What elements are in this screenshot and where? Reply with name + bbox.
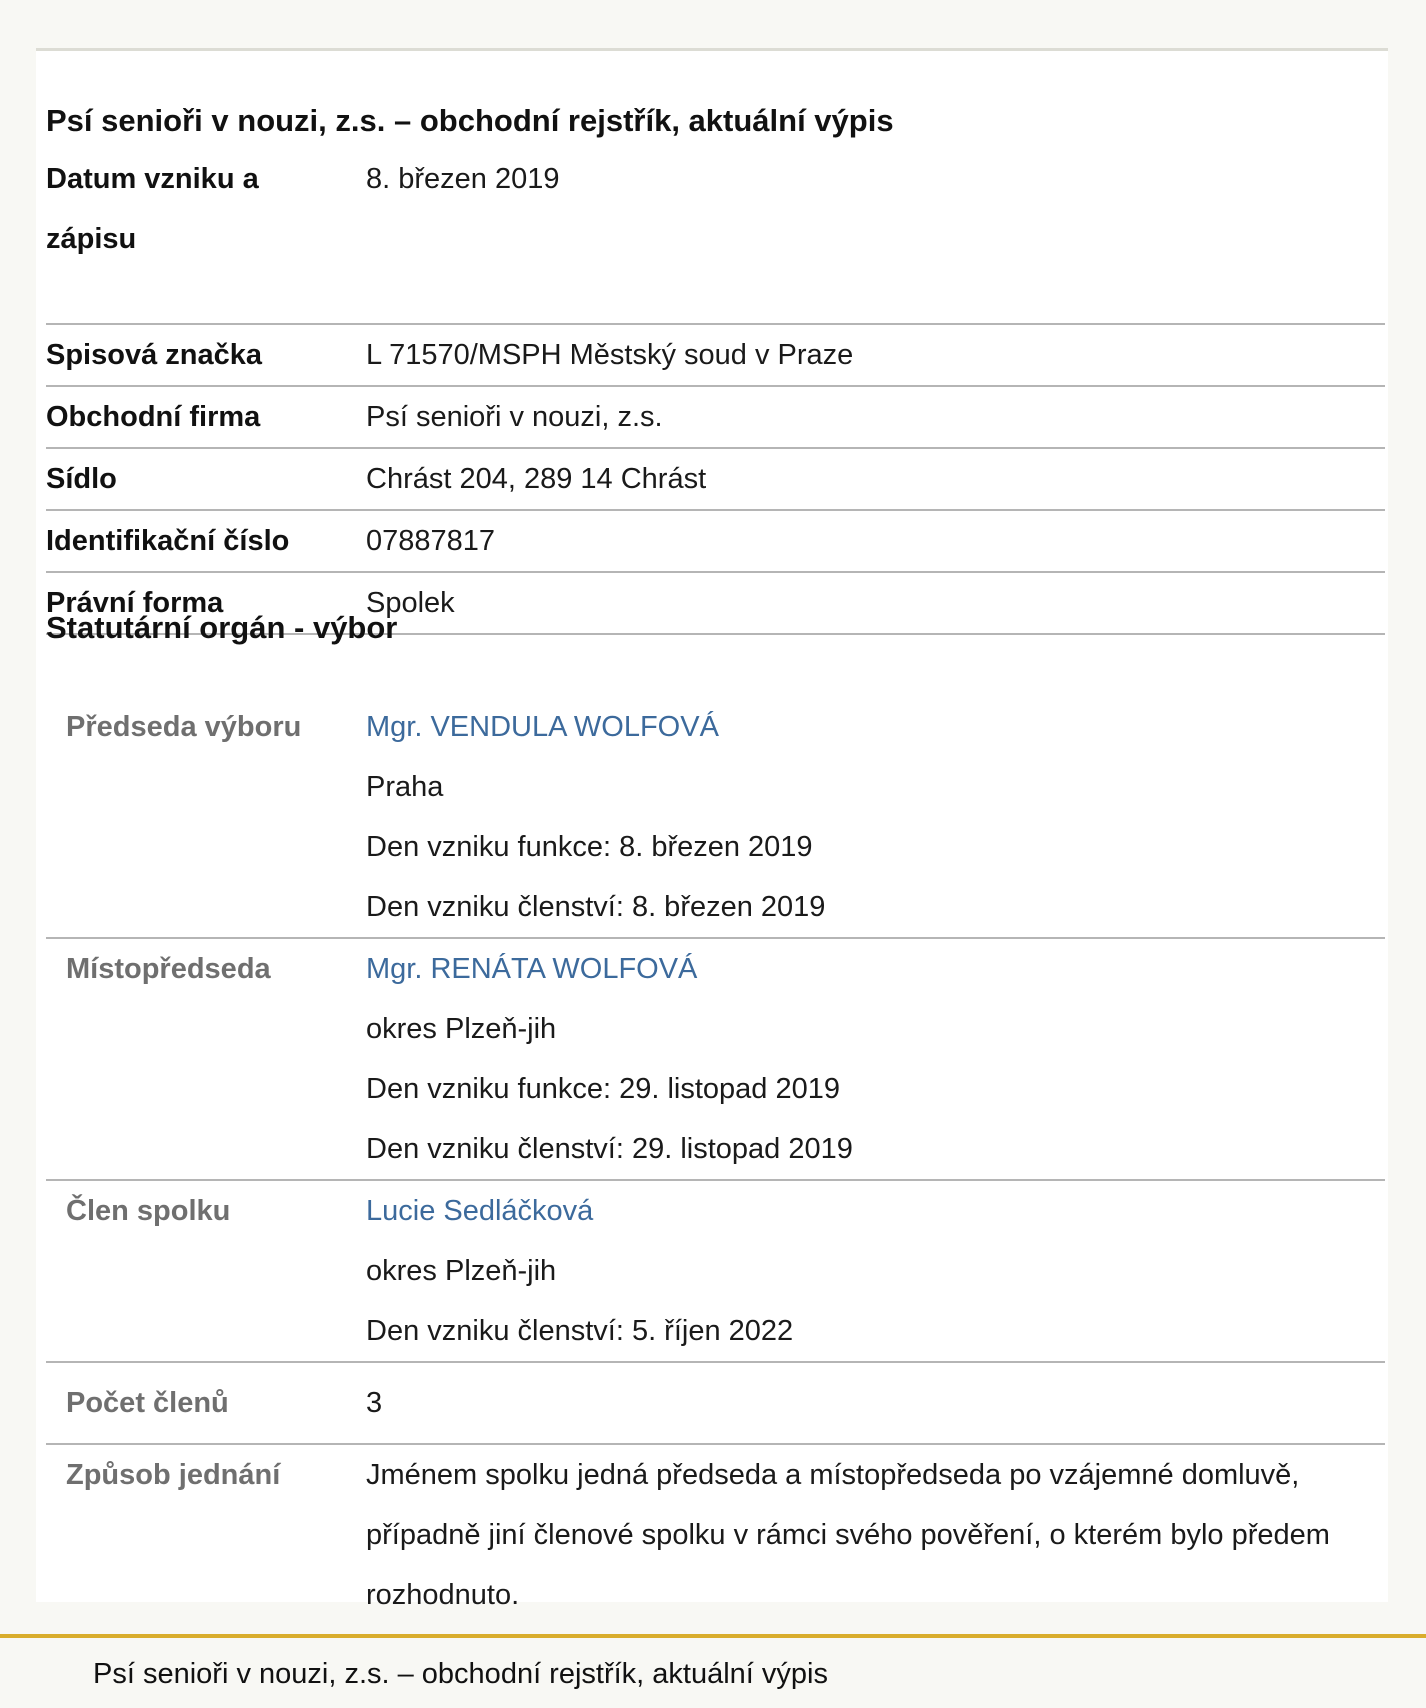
member-name-link-vice-chair[interactable]: Mgr. RENÁTA WOLFOVÁ — [366, 953, 698, 985]
field-value-file-number: L 71570/MSPH Městský soud v Praze — [366, 339, 854, 371]
field-value-legal-form: Spolek — [366, 587, 455, 619]
conduct-text: Jménem spolku jedná předseda a místopředseda po vzájemné domluvě, případně jiní členové spolku v rámci svého pověření, o kterém bylo předem rozhodnuto. — [366, 1459, 1330, 1611]
member-location-member: okres Plzeň-jih — [366, 1255, 557, 1287]
field-row-company-name — [46, 387, 1385, 449]
field-value-company-name: Psí senioři v nouzi, z.s. — [366, 401, 663, 433]
member-row-member — [46, 1181, 1385, 1363]
field-label-company-name: Obchodní firma — [46, 401, 261, 433]
field-row-address — [46, 449, 1385, 511]
registry-card — [36, 48, 1388, 1611]
member-count-value: 3 — [366, 1387, 383, 1419]
conduct-label: Způsob jednání — [66, 1459, 281, 1491]
footer — [0, 1634, 1426, 1708]
statutory-section-heading: Statutární orgán - výbor — [46, 610, 398, 645]
member-name-link-member[interactable]: Lucie Sedláčková — [366, 1195, 594, 1227]
field-label-id-number: Identifikační číslo — [46, 525, 290, 557]
member-location-vice-chair: okres Plzeň-jih — [366, 1013, 557, 1045]
member-location-chair: Praha — [366, 771, 444, 803]
field-row-id-number — [46, 511, 1385, 573]
field-row-founding-date — [46, 149, 1385, 325]
member-role-member: Člen spolku — [66, 1195, 231, 1227]
field-value-id-number: 07887817 — [366, 525, 496, 557]
member-detail-member-membership: Den vzniku členství: 5. říjen 2022 — [366, 1315, 794, 1347]
field-label-founding-date: Datum vzniku a zápisu — [46, 163, 259, 255]
member-detail-chair-membership: Den vzniku členství: 8. březen 2019 — [366, 891, 826, 923]
member-row-vice-chair — [46, 939, 1385, 1181]
member-row-chair — [46, 697, 1385, 939]
field-label-legal-form: Právní forma — [46, 587, 224, 619]
field-value-founding-date: 8. březen 2019 — [366, 163, 560, 195]
field-row-file-number — [46, 325, 1385, 387]
member-role-vice-chair: Místopředseda — [66, 953, 271, 985]
member-detail-vice-chair-function: Den vzniku funkce: 29. listopad 2019 — [366, 1073, 840, 1105]
member-count-row — [46, 1363, 1385, 1445]
member-detail-vice-chair-membership: Den vzniku členství: 29. listopad 2019 — [366, 1133, 853, 1165]
member-role-chair: Předseda výboru — [66, 711, 302, 743]
member-name-link-chair[interactable]: Mgr. VENDULA WOLFOVÁ — [366, 711, 719, 743]
conduct-row — [46, 1445, 1385, 1645]
field-value-address: Chrást 204, 289 14 Chrást — [366, 463, 707, 495]
field-label-file-number: Spisová značka — [46, 339, 262, 371]
member-count-label: Počet členů — [66, 1387, 229, 1419]
page-title: Psí senioři v nouzi, z.s. – obchodní rejstřík, aktuální výpis — [46, 103, 894, 138]
member-detail-chair-function: Den vzniku funkce: 8. březen 2019 — [366, 831, 813, 863]
field-label-address: Sídlo — [46, 463, 117, 495]
footer-title: Psí senioři v nouzi, z.s. – obchodní rejstřík, aktuální výpis — [93, 1658, 828, 1690]
